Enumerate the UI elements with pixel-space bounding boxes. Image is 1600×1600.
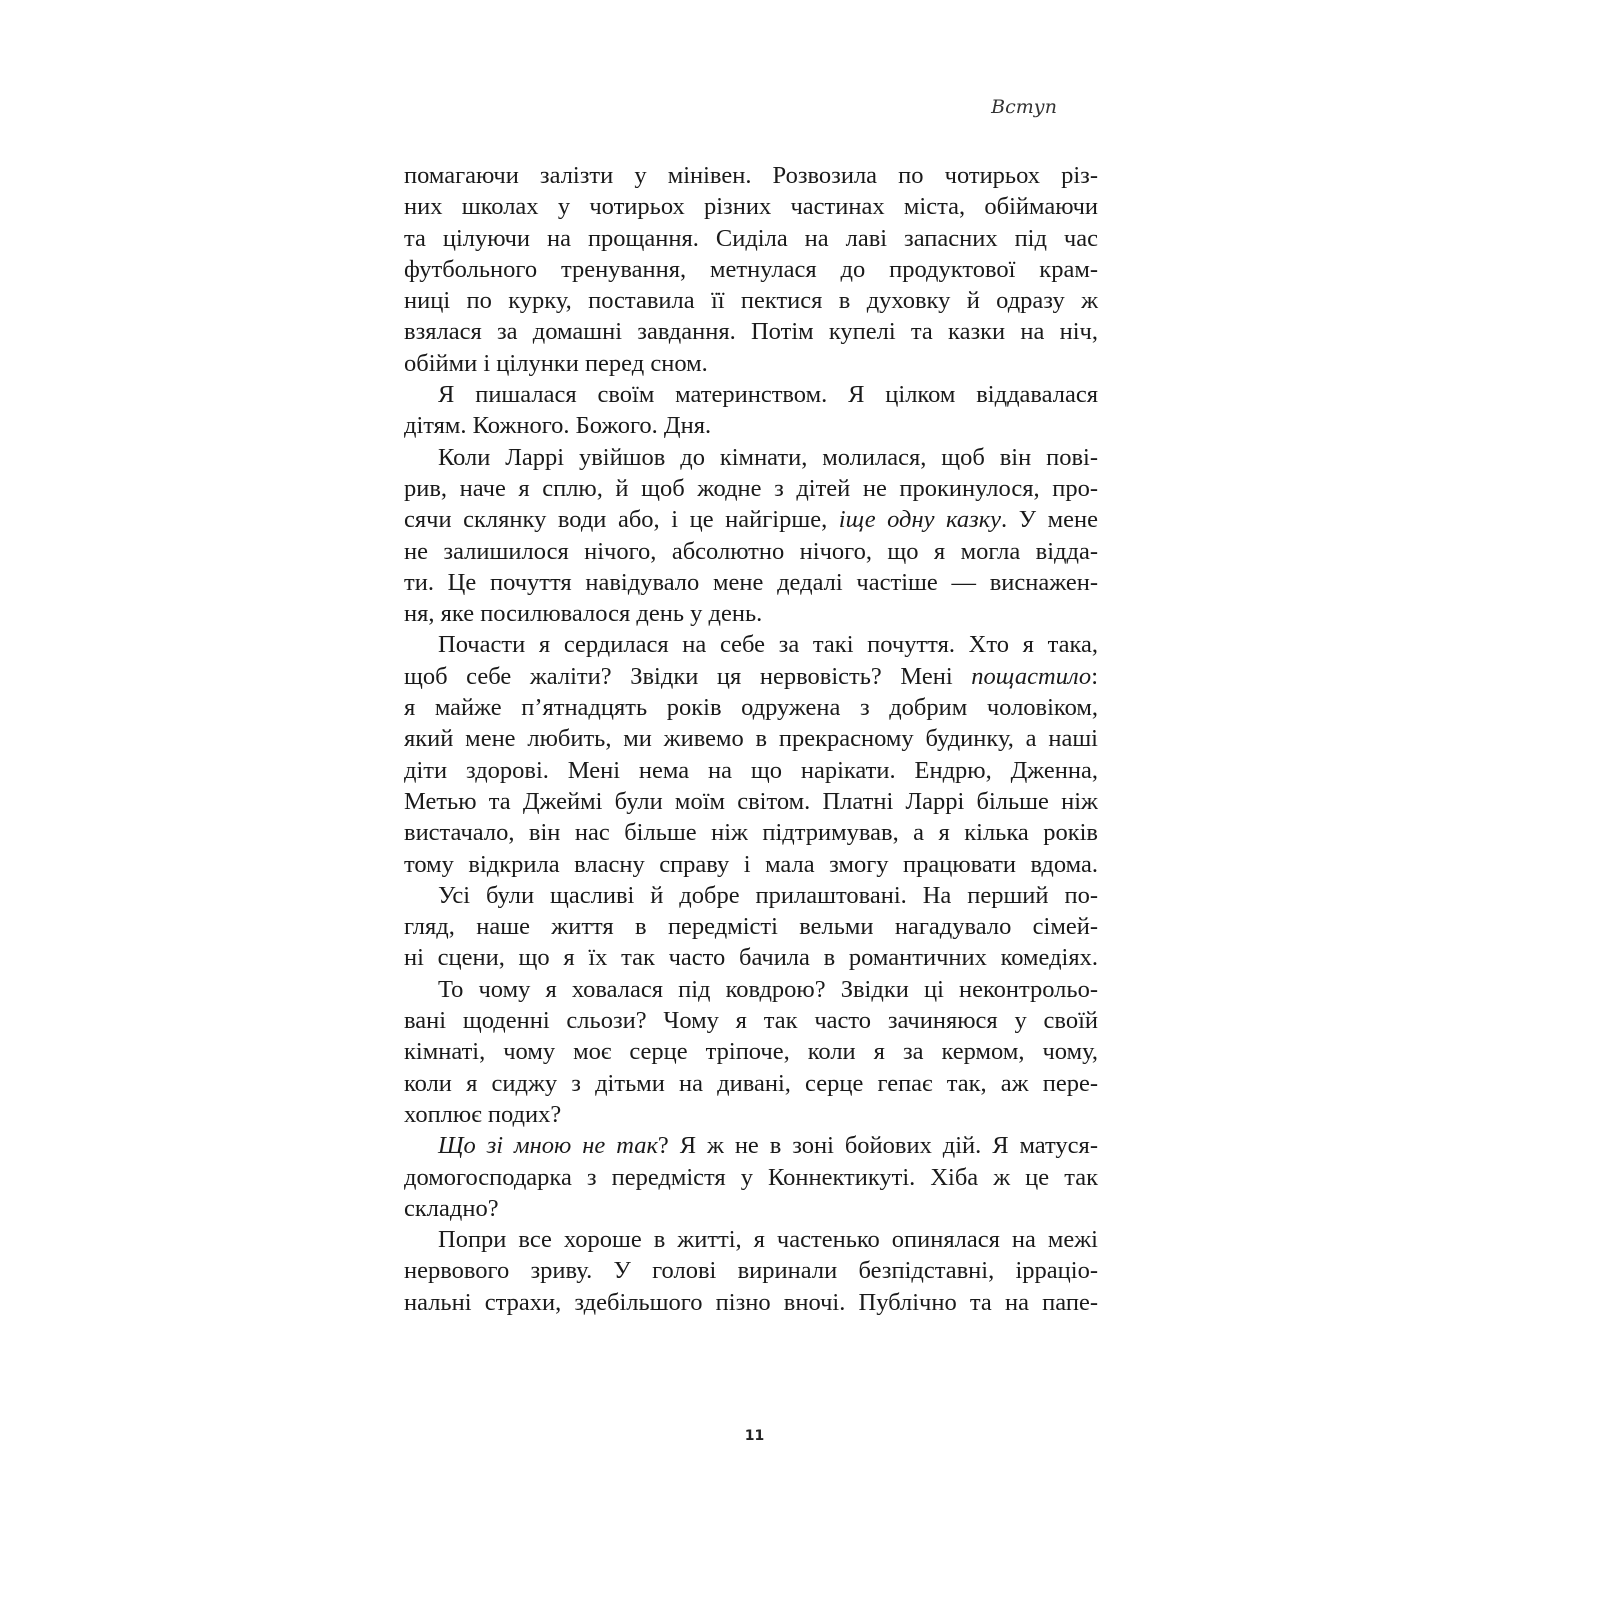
text-line — [404, 473, 1098, 504]
text-line — [404, 1162, 1098, 1193]
text-line — [404, 1099, 1098, 1130]
text-segment: То чому я ховалася під ковдрою? Звідки ці неконтрольо- — [438, 975, 1098, 1003]
text-segment: гляд, наше життя в передмісті вельми нагадувало сімей- — [404, 913, 1098, 941]
text-segment: Я пишалася своїм материнством. Я цілком віддавалася — [438, 381, 1098, 409]
text-line — [404, 1193, 1098, 1224]
text-segment: Почасти я сердилася на себе за такі почуття. Хто я така, — [438, 631, 1098, 659]
italic-text: Що зі мною не так — [438, 1132, 658, 1160]
text-segment: кімнаті, чому моє серце тріпоче, коли я за кермом, чому, — [404, 1038, 1098, 1066]
text-segment: рив, наче я сплю, й щоб жодне з дітей не прокинулося, про- — [404, 474, 1098, 502]
text-line — [404, 442, 1098, 473]
text-line — [404, 942, 1098, 973]
text-segment: ниці по курку, поставила її пектися в духовку й одразу ж — [404, 287, 1098, 315]
text-line — [404, 755, 1098, 786]
text-line — [404, 223, 1098, 254]
text-line — [404, 410, 1098, 441]
text-line — [404, 536, 1098, 567]
text-line — [404, 348, 1098, 379]
text-segment: дітям. Кожного. Божого. Дня. — [404, 412, 712, 440]
text-segment: хоплює подих? — [404, 1100, 562, 1128]
text-line — [404, 1068, 1098, 1099]
text-line — [404, 598, 1098, 629]
text-segment: домогосподарка з передмістя у Коннектикуті. Хіба ж це так — [404, 1163, 1098, 1191]
text-line — [404, 567, 1098, 598]
text-segment: них школах у чотирьох різних частинах міста, обіймаючи — [404, 193, 1098, 221]
text-segment: нервового зриву. У голові виринали безпідставні, ірраціо- — [404, 1257, 1098, 1285]
text-line — [404, 786, 1098, 817]
text-segment: не залишилося нічого, абсолютно нічого, що я могла відда- — [404, 537, 1098, 565]
page-number: 11 — [744, 1428, 765, 1444]
text-segment: нальні страхи, здебільшого пізно вночі. Публічно та на папе- — [404, 1288, 1098, 1316]
text-segment: вистачало, він нас більше ніж підтримував, а я кілька років — [404, 819, 1098, 847]
text-line — [404, 1287, 1098, 1318]
text-segment: : — [1091, 662, 1098, 690]
text-line — [404, 1255, 1098, 1286]
text-segment: щоб себе жаліти? Звідки ця нервовість? Мені — [404, 662, 972, 690]
italic-text: пощастило — [971, 662, 1092, 690]
text-segment: Усі були щасливі й добре прилаштовані. На перший по- — [438, 881, 1098, 909]
text-line — [404, 692, 1098, 723]
text-segment: обійми і цілунки перед сном. — [404, 349, 708, 377]
text-line — [404, 880, 1098, 911]
text-segment: Метью та Джеймі були моїм світом. Платні Ларрі більше ніж — [404, 787, 1098, 815]
text-line — [404, 504, 1098, 535]
text-line — [404, 285, 1098, 316]
italic-text: іще одну казку — [838, 506, 1002, 534]
text-segment: який мене любить, ми живемо в прекрасному будинку, а наші — [404, 725, 1098, 753]
text-line — [404, 191, 1098, 222]
text-segment: помагаючи залізти у мінівен. Розвозила по чотирьох різ- — [404, 162, 1098, 189]
text-line — [404, 1130, 1098, 1161]
text-line — [404, 661, 1098, 692]
text-segment: взялася за домашні завдання. Потім купелі та казки на ніч, — [404, 318, 1098, 346]
body-text — [404, 160, 1098, 1318]
text-line — [404, 160, 1098, 191]
text-segment: ня, яке посилювалося день у день. — [404, 600, 763, 628]
text-segment: коли я сиджу з дітьми на дивані, серце гепає так, аж пере- — [404, 1069, 1098, 1097]
text-segment: . У мене — [1001, 506, 1098, 534]
text-line — [404, 629, 1098, 660]
text-segment: сячи склянку води або, і це найгірше, — [404, 506, 839, 534]
text-line — [404, 723, 1098, 754]
text-segment: тому відкрила власну справу і мала змогу працювати вдома. — [404, 850, 1098, 878]
text-segment: футбольного тренування, метнулася до продуктової крам- — [404, 255, 1098, 283]
text-segment: Попри все хороше в житті, я частенько опинялася на межі — [438, 1226, 1098, 1254]
text-segment: Коли Ларрі увійшов до кімнати, молилася, щоб він пові- — [438, 443, 1098, 471]
text-segment: я майже п’ятнадцять років одружена з добрим чоловіком, — [404, 694, 1098, 722]
text-line — [404, 316, 1098, 347]
text-segment: ? Я ж не в зоні бойових дій. Я матуся- — [657, 1132, 1098, 1160]
text-line — [404, 254, 1098, 285]
running-head: Вступ — [991, 96, 1057, 118]
text-line — [404, 911, 1098, 942]
text-line — [404, 974, 1098, 1005]
text-segment: ти. Це почуття навідувало мене дедалі частіше — виснажен- — [404, 568, 1098, 596]
text-line — [404, 1036, 1098, 1067]
text-segment: діти здорові. Мені нема на що нарікати. Ендрю, Дженна, — [404, 756, 1098, 784]
text-line — [404, 1005, 1098, 1036]
text-line — [404, 817, 1098, 848]
text-line — [404, 379, 1098, 410]
text-segment: складно? — [404, 1194, 499, 1222]
text-line — [404, 849, 1098, 880]
text-segment: та цілуючи на прощання. Сиділа на лаві запасних під час — [404, 224, 1098, 252]
text-segment: ні сцени, що я їх так часто бачила в романтичних комедіях. — [404, 944, 1098, 972]
text-line — [404, 1224, 1098, 1255]
text-segment: вані щоденні сльози? Чому я так часто зачиняюся у своїй — [404, 1007, 1098, 1035]
